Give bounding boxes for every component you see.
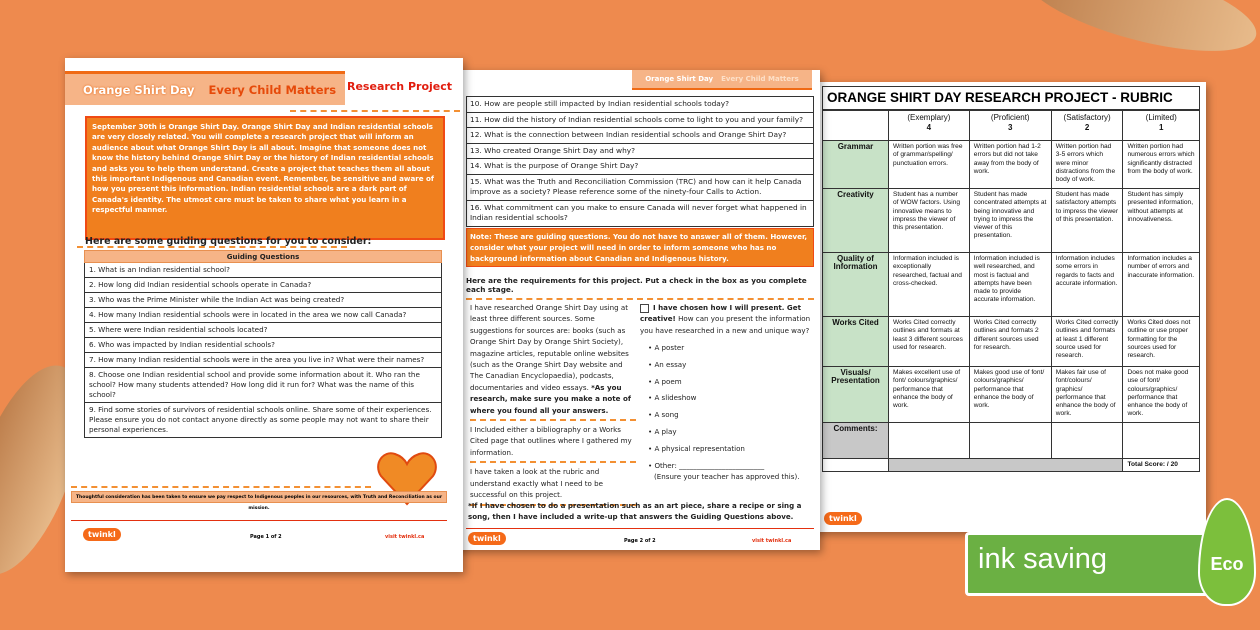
table-header: Guiding Questions xyxy=(85,251,442,263)
question: 2. How long did Indian residential schools operate in Canada? xyxy=(85,278,442,293)
criteria: Makes excellent use of font/ colours/graphics/ performance that enhance the body of work. xyxy=(889,367,970,423)
footer-line xyxy=(71,520,447,521)
twinkl-logo: twinkl xyxy=(83,528,121,541)
note-box: Note: These are guiding questions. You do not have to answer all of them. However, consider what your project will need in order to inform someone who has no background information about Canadian and Indigenous history. xyxy=(466,228,814,267)
feather-decoration xyxy=(1015,0,1260,70)
question: 8. Choose one Indian residential school and provide some information about it. Who ran the school? How many students attended? How long did it run for? What was the name of this school? xyxy=(85,368,442,403)
visit-link[interactable]: visit twinkl.ca xyxy=(385,534,425,540)
total-value: / 20 xyxy=(1166,461,1178,468)
level-header: (Exemplary) 4 xyxy=(889,111,970,141)
level-header: (Limited) 1 xyxy=(1123,111,1200,141)
criteria: Information includes some errors in regards to facts and accurate information. xyxy=(1051,253,1123,317)
guiding-questions-table xyxy=(84,250,442,438)
question: 9. Find some stories of survivors of residential schools online. Share some of their experiences. Please ensure you do not contact anyone directly as some people may not want to share their personal experiences. xyxy=(85,403,442,438)
requirement-note: *As you research, make sure you make a note of where you found all your answers. xyxy=(470,382,631,415)
requirements-heading: Here are the requirements for this project. Put a check in the box as you complete each stage. xyxy=(466,276,807,294)
criteria: Information included is well researched, and most is factual and attempts have been made to provide accurate information. xyxy=(969,253,1051,317)
checkbox[interactable] xyxy=(640,304,649,313)
option: • A poster xyxy=(648,342,685,352)
final-note: *If I have chosen to do a presentation such as an art piece, share a recipe or sing a song, then I have included a write-up that answers the Guiding Questions above. xyxy=(468,501,802,522)
question: 5. Where were Indian residential schools located? xyxy=(85,323,442,338)
page-number: Page 1 of 2 xyxy=(250,534,282,540)
level-header: (Satisfactory) 2 xyxy=(1051,111,1123,141)
option: • An essay xyxy=(648,359,687,369)
category: Grammar xyxy=(823,141,889,189)
question: 1. What is an Indian residential school? xyxy=(85,263,442,278)
option: • A physical representation xyxy=(648,444,745,454)
question: 6. Who was impacted by Indian residential schools? xyxy=(85,338,442,353)
rubric-table xyxy=(822,110,1200,472)
total-label: Total Score: xyxy=(1127,461,1166,468)
rubric-title: ORANGE SHIRT DAY RESEARCH PROJECT - RUBRIC xyxy=(822,86,1200,110)
criteria: Student has made satisfactory attempts to impress the viewer of this presentation. xyxy=(1051,189,1123,253)
criteria: Does not make good use of font/ colours/graphics/ performance that enhance the body of work. xyxy=(1123,367,1200,423)
other-note: (Ensure your teacher has approved this). xyxy=(654,472,800,482)
question: 13. Who created Orange Shirt Day and why? xyxy=(467,143,814,159)
rubric-row xyxy=(823,189,1200,253)
criteria: Makes fair use of font/colours/ graphics/ performance that enhance the body of work. xyxy=(1051,367,1123,423)
category: Visuals/ Presentation xyxy=(823,367,889,423)
criteria: Student has simply presented information, without attempts at innovativeness. xyxy=(1123,189,1200,253)
requirement-text: I have researched Orange Shirt Day using at least three different sources. Some suggestions for sources are: books (such as Orange Shirt Day by Orange Shirt Society), magazine articles, reputable online websites (such as the Orange Shirt Day website and The Canadian Encyclopaedia), podcasts, documentaries and video essays. xyxy=(470,303,629,392)
rubric-row xyxy=(823,367,1200,423)
category: Works Cited xyxy=(823,317,889,367)
page-3-rubric xyxy=(812,82,1206,532)
rubric-row xyxy=(823,141,1200,189)
project-label: Research Project xyxy=(347,80,453,93)
comments-label: Comments: xyxy=(823,423,889,459)
divider xyxy=(71,486,371,488)
criteria: Information included is exceptionally researched, factual and cross-checked. xyxy=(889,253,970,317)
level-header: (Proficient) 3 xyxy=(969,111,1051,141)
empty-header xyxy=(823,111,889,141)
question: 7. How many Indian residential schools were in the area you live in? What were their names? xyxy=(85,353,442,368)
option: • A slideshow xyxy=(648,393,697,403)
category: Quality of Information xyxy=(823,253,889,317)
footer-line xyxy=(466,528,814,529)
requirements-right xyxy=(640,302,814,483)
rubric-row xyxy=(823,317,1200,367)
criteria: Works Cited does not outline or use proper formatting for the sources used for research. xyxy=(1123,317,1200,367)
page-banner xyxy=(65,71,345,105)
comments-row xyxy=(823,423,1200,459)
question: 10. How are people still impacted by Indian residential schools today? xyxy=(467,97,814,113)
eco-leaf-icon xyxy=(1200,500,1254,604)
question: 11. How did the history of Indian residential schools come to light to you and your family? xyxy=(467,112,814,128)
divider xyxy=(466,298,814,300)
question: 15. What was the Truth and Reconciliation Commission (TRC) and how can it help Canada improve as a society? Please reference some of the ninety-four Calls to Action. xyxy=(467,174,814,200)
eco-label: Eco xyxy=(1210,554,1244,574)
footnote: Thoughtful consideration has been taken to ensure we pay respect to Indigenous peoples in our resources, with Truth and Reconciliation as our mission. xyxy=(71,491,447,503)
option: • A play xyxy=(648,427,677,437)
option: • A poem xyxy=(648,376,682,386)
ink-saving-badge xyxy=(965,532,1237,596)
question: 3. Who was the Prime Minister while the Indian Act was being created? xyxy=(85,293,442,308)
question: 14. What is the purpose of Orange Shirt Day? xyxy=(467,159,814,175)
criteria: Written portion had 1-2 errors but did not take away from the body of work. xyxy=(969,141,1051,189)
badge-text: ink saving xyxy=(978,543,1107,575)
banner-subtitle: Every Child Matters xyxy=(721,75,799,83)
criteria: Works Cited correctly outlines and formats at least 1 different source used for research. xyxy=(1051,317,1123,367)
criteria: Written portion had numerous errors which significantly distracted from the body of work. xyxy=(1123,141,1200,189)
banner-title: Orange Shirt Day xyxy=(83,82,195,97)
requirement: I Included either a bibliography or a Works Cited page that outlines where I gathered my information. xyxy=(470,425,632,457)
requirement-bold: I have chosen how I will present. Get creative! xyxy=(640,303,801,324)
option: • A song xyxy=(648,410,679,420)
intro-box: September 30th is Orange Shirt Day. Orange Shirt Day and Indian residential schools are very closely related. You will complete a research project that will inform an audience about what Orange Shirt Day is all about. Imagine that someone does not know the history behind Orange Shirt Day or the history of Indian residential schools and asks you to help them understand. Create a project that teaches them all about this important Indigenous and Canadian event. Remember, be sensitive and aware of how you present this information. Indian residential schools are a dark part of Canada's identity. The utmost care must be taken to share what you learn in a respectful manner. xyxy=(85,116,445,240)
page-1 xyxy=(65,58,463,572)
criteria: Written portion was free of grammar/spelling/ punctuation errors. xyxy=(889,141,970,189)
requirement-text: How can you present the information you have researched in a new and unique way? xyxy=(640,314,811,335)
option: • Other: ________________________ xyxy=(648,461,765,471)
question: 16. What commitment can you make to ensure Canada will never forget what happened in Indian residential schools? xyxy=(467,200,814,226)
requirement: I have taken a look at the rubric and understand exactly what I need to be successful on this project. xyxy=(470,467,603,500)
category: Creativity xyxy=(823,189,889,253)
divider xyxy=(290,110,460,112)
criteria: Makes good use of font/ colours/graphics/ performance that enhance the body of work. xyxy=(969,367,1051,423)
requirement xyxy=(470,302,636,416)
page-2 xyxy=(452,70,820,550)
criteria: Works Cited correctly outlines and formats 2 different sources used for research. xyxy=(969,317,1051,367)
criteria: Student has made concentrated attempts at being innovative and trying to impress the viewer of this presentation. xyxy=(969,189,1051,253)
twinkl-logo: twinkl xyxy=(468,532,506,545)
page-banner xyxy=(632,70,812,90)
criteria: Works Cited correctly outlines and formats at least 3 different sources used for research. xyxy=(889,317,970,367)
banner-subtitle: Every Child Matters xyxy=(208,82,337,97)
guiding-questions-continued xyxy=(466,96,814,227)
question: 12. What is the connection between Indian residential schools and Orange Shirt Day? xyxy=(467,128,814,144)
guiding-heading: Here are some guiding questions for you to consider: xyxy=(85,236,372,247)
question: 4. How many Indian residential schools were in located in the area we now call Canada? xyxy=(85,308,442,323)
criteria: Information includes a number of errors and inaccurate information. xyxy=(1123,253,1200,317)
visit-link[interactable]: visit twinkl.ca xyxy=(752,538,792,544)
requirements-left xyxy=(470,302,636,509)
banner-title: Orange Shirt Day xyxy=(645,75,714,83)
criteria: Student has a number of WOW factors. Using innovative means to impress the viewer of this presentation. xyxy=(889,189,970,253)
rubric-row xyxy=(823,253,1200,317)
criteria: Written portion had 3-5 errors which were minor distractions from the body of work. xyxy=(1051,141,1123,189)
page-number: Page 2 of 2 xyxy=(624,538,656,544)
total-row xyxy=(823,459,1200,472)
twinkl-logo: twinkl xyxy=(824,512,862,525)
